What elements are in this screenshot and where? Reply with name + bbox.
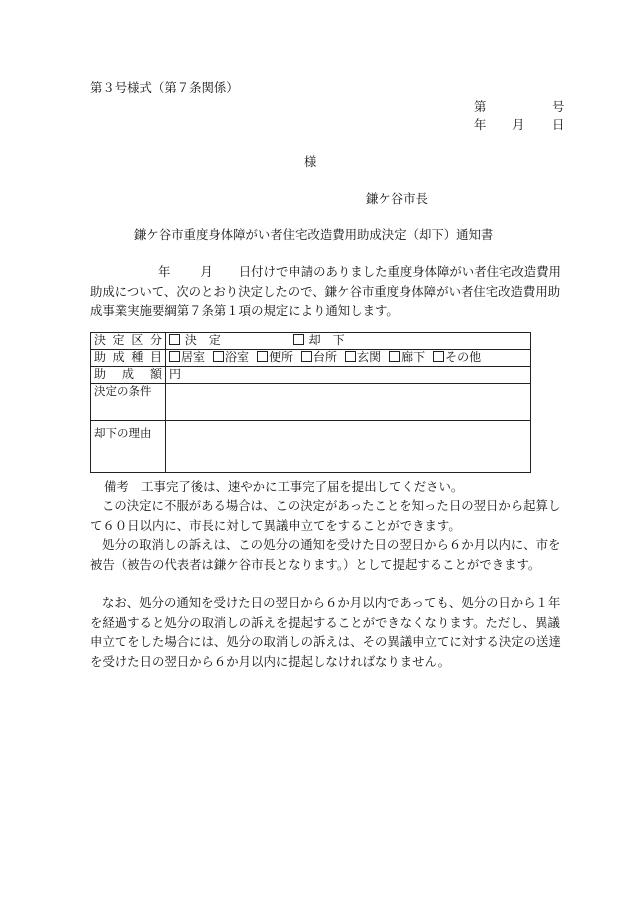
form-number: 第３号様式（第７条関係） — [90, 80, 239, 95]
intro-year: 年 — [158, 264, 171, 279]
limitation-paragraph: なお、処分の通知を受けた日の翌日から６か月以内であっても、処分の日から１年を経過すると処分の取消しの訴えを提起することができなくなります。ただし、異議申立てをした場合には、処分の取消しの訴えは、その異議申立てに対する決定の送達を受けた日の翌日から６か月以内に提起しなければなりません。 — [90, 595, 561, 669]
type-option-hallway[interactable]: 廊下 — [389, 350, 425, 365]
amount-row — [91, 367, 531, 384]
amount-label: 助成額 — [91, 367, 166, 384]
checkbox-icon — [293, 334, 304, 345]
lawsuit-paragraph: 処分の取消しの訴えは、この処分の通知を受けた日の翌日から６か月以内に、市を被告（被告の代表者は鎌ケ谷市長となります。）として提起することができます。 — [90, 537, 561, 572]
decision-option-approve[interactable]: 決 定 — [169, 333, 289, 348]
amount-field[interactable] — [166, 367, 531, 384]
type-option-other[interactable]: その他 — [433, 350, 481, 365]
date-day: 日 — [552, 117, 565, 132]
intro-text: 日付けで申請のありました重度身体障がい者住宅改造費用助成について、次のとおり決定したので、鎌ケ谷市重度身体障がい者住宅改造費用助成事業実施要綱第７条第１項の規定により通知します。 — [90, 264, 561, 318]
date-year: 年 — [474, 117, 487, 132]
checkbox-icon — [169, 351, 180, 362]
conditions-label: 決定の条件 — [91, 384, 166, 421]
decision-row — [91, 333, 531, 350]
checkbox-icon — [213, 351, 224, 362]
checkbox-icon — [169, 334, 180, 345]
rejection-field[interactable] — [166, 421, 531, 473]
document-title: 鎌ケ谷市重度身体障がい者住宅改造費用助成決定（却下）通知書 — [134, 227, 494, 242]
conditions-row — [91, 384, 531, 421]
type-row — [91, 350, 531, 367]
decision-label: 決定区分 — [91, 333, 166, 350]
conditions-field[interactable] — [166, 384, 531, 421]
date-month: 月 — [512, 117, 525, 132]
decision-form-table — [90, 332, 531, 473]
decision-options — [166, 333, 531, 350]
intro-paragraph — [90, 262, 572, 321]
sender-name: 鎌ケ谷市長 — [366, 191, 428, 206]
rejection-row — [91, 421, 531, 473]
type-options — [166, 350, 531, 367]
decision-option-reject[interactable]: 却 下 — [293, 333, 345, 348]
type-label: 助成種目 — [91, 350, 166, 367]
type-option-living-room[interactable]: 居室 — [169, 350, 205, 365]
appeal-paragraph: この決定に不服がある場合は、この決定があったことを知った日の翌日から起算して６０日以内に、市長に対して異議申立てをすることができます。 — [90, 498, 561, 533]
number-prefix: 第 — [474, 99, 487, 114]
checkbox-icon — [345, 351, 356, 362]
number-suffix: 号 — [552, 99, 565, 114]
checkbox-icon — [433, 351, 444, 362]
type-option-toilet[interactable]: 便所 — [257, 350, 293, 365]
type-option-bathroom[interactable]: 浴室 — [213, 350, 249, 365]
type-option-kitchen[interactable]: 台所 — [301, 350, 337, 365]
checkbox-icon — [389, 351, 400, 362]
checkbox-icon — [301, 351, 312, 362]
checkbox-icon — [257, 351, 268, 362]
remark-line: 備考 工事完了後は、速やかに工事完了届を提出してください。 — [104, 479, 464, 494]
recipient-suffix: 様 — [304, 154, 317, 169]
amount-unit: 円 — [169, 367, 182, 381]
type-option-entrance[interactable]: 玄関 — [345, 350, 381, 365]
rejection-label: 却下の理由 — [91, 421, 166, 473]
intro-month: 月 — [200, 264, 213, 279]
